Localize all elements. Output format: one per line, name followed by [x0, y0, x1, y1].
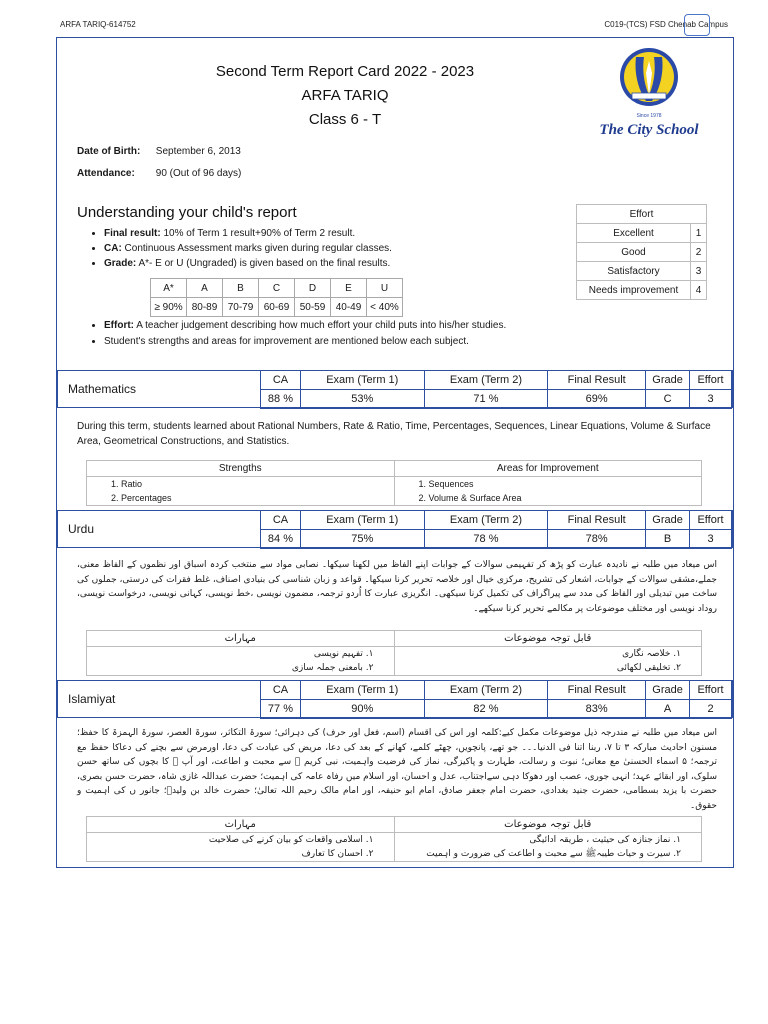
score-term2: 78 % [424, 530, 548, 549]
col-header: Final Result [548, 681, 646, 700]
score-term2: 71 % [424, 390, 548, 409]
attendance-label: Attendance: [77, 168, 135, 179]
grade-cell: C [259, 279, 295, 298]
improvement-item: ١. نماز جنازہ کی حیثیت ، طریقہ ادائیگی [529, 835, 681, 845]
col-header: Effort [690, 371, 732, 390]
col-header: CA [261, 511, 301, 530]
col-header: CA [261, 681, 301, 700]
improvement-item: ٢. تخلیقی لکھائی [616, 663, 681, 673]
col-header: Final Result [548, 371, 646, 390]
improvement-header: قابل توجہ موضوعات [394, 631, 702, 647]
guide-bullet: • Effort: A teacher judgement describing how much effort your child puts into his/her studies. [104, 320, 570, 332]
range-cell: 40-49 [331, 298, 367, 317]
subject-description: During this term, students learned about Rational Numbers, Rate & Ratio, Time, Percentages, Sequences, Linear Equations, Volume & Surface Area, Geometrical Constructions, and Statistics. [77, 421, 711, 447]
attendance-row [77, 168, 241, 179]
strengths-improvement-table [86, 630, 702, 676]
improvement-item: 2. Volume & Surface Area [418, 493, 522, 503]
col-header: Effort [690, 511, 732, 530]
col-header: Grade [646, 681, 690, 700]
score-grade: B [646, 530, 690, 549]
effort-label: Satisfactory [577, 262, 691, 281]
improvement-item: ٢. سیرت و حیات طیبہﷺ سے محبت و اطاعت کی ضرورت و اہمیت [426, 849, 681, 859]
subject-description: اس میعاد میں طلبہ نے مندرجہ ذیل موضوعات مکمل کیے:کلمہ اور اس کی اقسام (اسم، فعل اور حرف) کی دہرائی؛ سورۃ التکاثر، سورۃ العصر، سورۃ الہمزۃ کا حفظ؛ مسنون احادیث مبارکہ ۳ تا ۷، ربنا اتنا فی الدنیا۔۔۔ جو تھے، پانچویں، چھٹے کلمے، کھانے کے بعد کی دعا، مریض کی عیادت کی دعا، اورمرض سے بچنے کی دعاکا حفظ مع ترجمہ؛ ۵ اسماء الحسنیٰ مع معانی؛ نبوت و رسالت، طہارت و پاکیزگی، نماز کی فرضیت واہمیت، نبی کریم ﷺ سے محبت و اطاعت، اور آپ ﷺ کا بچوں کی ساتھ حسن سلوک، اور ابقائے عہد؛ انہی جوری، عصب اور دھوکا دہی سےاجتناب، عدل و احسان، اور اسلام میں رفاہ عامہ کی اہمیت؛ حضرت عبداللہ غازی شاہ، حضرت حسن بصری، حضرت با یزید بسطامی، حضرت جنید بغدادی، حضرت امام جعفر صادق، امام ابو حنیفہ، اور امام مالک رحیم اللہ تعالیٰ؛ حضرت خالد بن ولیدؓ؛ جانور ں کی اہمیت و حقوق۔ [77, 728, 718, 811]
col-header: Grade [646, 371, 690, 390]
range-cell: 60-69 [259, 298, 295, 317]
school-name: The City School [599, 122, 699, 138]
strengths-header: مہارات [87, 631, 395, 647]
score-ca: 88 % [261, 390, 301, 409]
score-term1: 90% [300, 700, 424, 719]
effort-label: Good [577, 243, 691, 262]
logo-motto: Since 1978 [636, 113, 662, 119]
col-header: Grade [646, 511, 690, 530]
guide-title: Understanding your child's report [77, 204, 297, 221]
effort-label: Needs improvement [577, 281, 691, 300]
dob-label: Date of Birth: [77, 146, 141, 157]
grade-cell: A* [151, 279, 187, 298]
report-title: Second Term Report Card 2022 - 2023 [215, 63, 475, 80]
strength-item: 1. Ratio [111, 479, 143, 489]
strength-item: ١. اسلامی واقعات کو بیان کرنے کی صلاحیت [208, 835, 374, 845]
guide-bullet: • Final result: 10% of Term 1 result+90% of Term 2 result. [104, 228, 570, 240]
guide-bullets-extra [90, 320, 570, 352]
score-term1: 53% [300, 390, 424, 409]
dob-row [77, 146, 241, 157]
effort-key-title: Effort [577, 205, 707, 224]
subject-row-urdu [57, 510, 733, 548]
campus-name: C019-(TCS) FSD Chenab Campus [604, 20, 728, 29]
effort-value: 3 [691, 262, 707, 281]
col-header: Effort [690, 681, 732, 700]
subject-row-mathematics [57, 370, 733, 408]
focus-highlight[interactable] [684, 14, 710, 36]
attendance-value: 90 (Out of 96 days) [155, 168, 242, 179]
score-effort: 2 [690, 700, 732, 719]
score-grade: A [646, 700, 690, 719]
range-cell: ≥ 90% [151, 298, 187, 317]
effort-label: Excellent [577, 224, 691, 243]
score-effort: 3 [690, 530, 732, 549]
strength-item: 2. Percentages [111, 493, 172, 503]
grade-cell: A [187, 279, 223, 298]
grade-cell: E [331, 279, 367, 298]
strengths-improvement-table [86, 816, 702, 862]
score-grade: C [646, 390, 690, 409]
student-name: ARFA TARIQ [301, 87, 389, 104]
score-table [260, 510, 732, 549]
col-header: Exam (Term 1) [300, 681, 424, 700]
subject-name: Mathematics [68, 382, 137, 396]
effort-key-table [576, 204, 707, 300]
range-cell: 70-79 [223, 298, 259, 317]
strength-item: ٢. بامعنی جملہ سازی [291, 663, 374, 673]
col-header: Exam (Term 2) [424, 511, 548, 530]
score-table [260, 370, 732, 409]
effort-value: 2 [691, 243, 707, 262]
guide-bullet: • Grade: A*- E or U (Ungraded) is given based on the final results. [104, 258, 570, 270]
score-final: 69% [548, 390, 646, 409]
effort-value: 4 [691, 281, 707, 300]
score-term2: 82 % [424, 700, 548, 719]
range-cell: < 40% [367, 298, 403, 317]
strength-item: ٢. احسان کا تعارف [301, 849, 374, 859]
dob-value: September 6, 2013 [155, 146, 241, 157]
improvement-header: قابل توجہ موضوعات [394, 817, 702, 833]
score-final: 78% [548, 530, 646, 549]
strength-item: ١. تفہیم نویسی [313, 649, 374, 659]
improvement-item: ١. خلاصہ نگاری [622, 649, 681, 659]
grade-cell: D [295, 279, 331, 298]
effort-value: 1 [691, 224, 707, 243]
score-term1: 75% [300, 530, 424, 549]
strengths-improvement-table [86, 460, 702, 506]
range-cell: 80-89 [187, 298, 223, 317]
grade-scale-table [150, 278, 403, 317]
score-ca: 77 % [261, 700, 301, 719]
range-cell: 50-59 [295, 298, 331, 317]
col-header: Final Result [548, 511, 646, 530]
strengths-header: Strengths [87, 461, 395, 477]
score-ca: 84 % [261, 530, 301, 549]
col-header: Exam (Term 2) [424, 681, 548, 700]
subject-row-islamiyat [57, 680, 733, 718]
score-table [260, 680, 732, 719]
strengths-header: مہارات [87, 817, 395, 833]
grade-cell: B [223, 279, 259, 298]
score-effort: 3 [690, 390, 732, 409]
guide-bullet: • Student's strengths and areas for improvement are mentioned below each subject. [104, 336, 570, 348]
student-class: Class 6 - T [308, 111, 382, 128]
subject-name: Islamiyat [68, 692, 116, 706]
col-header: Exam (Term 1) [300, 371, 424, 390]
col-header: Exam (Term 1) [300, 511, 424, 530]
grade-cell: U [367, 279, 403, 298]
subject-description: اس میعاد میں طلبہ نے نادیدہ عبارت کو پڑھ کر تفہیمی سوالات کے جوابات اپنے الفاظ میں لکھنا سیکھا۔ نصابی مواد سے منتخب کردہ اسباق اور نظموں کے الفاظ معنی، جملے،مشقی سوالات کے جوابات، اشعار کی تشریح، مرکزی خیال اور خلاصہ تحریر کرنا سیکھا۔ قواعد و زبان شناسی کی بنیادی اصناف، غلط فقرات کی درستی، جملوں کی ساخت میں تبدیلی اور الفاظ کی مدد سے پیراگراف کی تکمیل کرنا سیکھی۔ انگریزی عبارت کا اُردو ترجمہ، مضمون نویسی ،خط نویسی، کہانی نویسی، درخواست نویسی، روداد نویسی اور مختلف موضوعات پر مکالمے تحریر کرنا سیکھے۔ [77, 560, 717, 614]
guide-bullet: • CA: Continuous Assessment marks given during regular classes. [104, 243, 570, 255]
subject-name: Urdu [68, 522, 95, 536]
col-header: CA [261, 371, 301, 390]
improvement-item: 1. Sequences [418, 479, 474, 489]
improvement-header: Areas for Improvement [394, 461, 702, 477]
guide-bullets [90, 228, 570, 273]
student-reference: ARFA TARIQ-614752 [60, 20, 136, 29]
score-final: 83% [548, 700, 646, 719]
col-header: Exam (Term 2) [424, 371, 548, 390]
